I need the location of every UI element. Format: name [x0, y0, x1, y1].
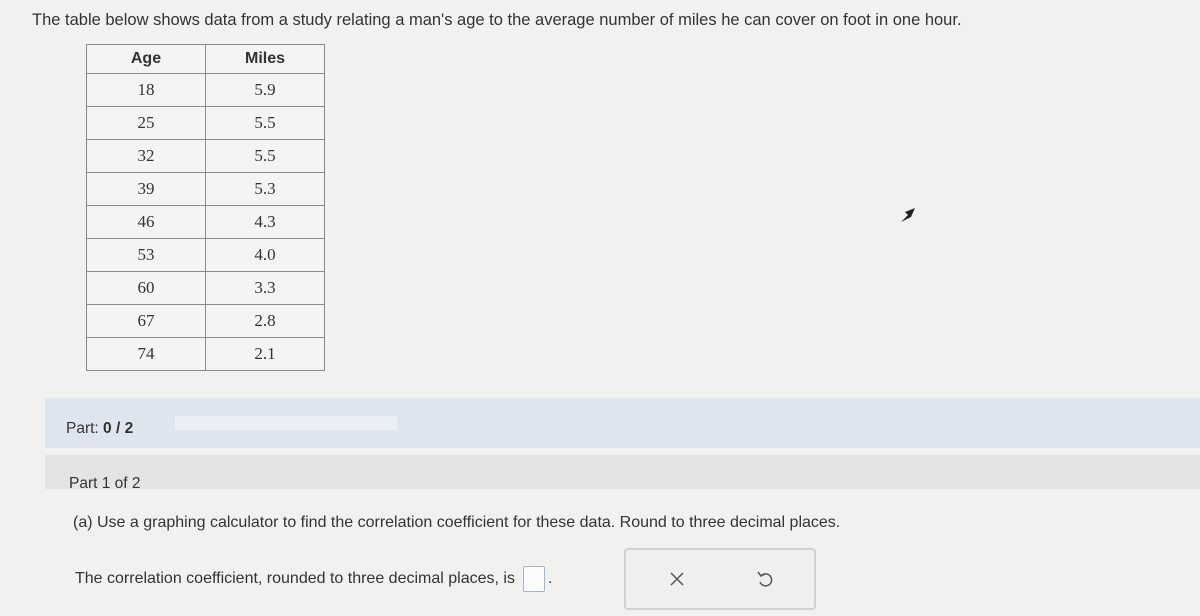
answer-actions	[624, 548, 816, 610]
miles-cell: 4.0	[206, 239, 325, 272]
answer-suffix: .	[547, 570, 553, 587]
miles-cell: 4.3	[206, 206, 325, 239]
table-row	[87, 239, 325, 272]
table-row	[87, 140, 325, 173]
column-header-miles: Miles	[206, 45, 325, 74]
age-cell: 60	[87, 272, 206, 305]
age-cell: 74	[87, 338, 206, 371]
clear-button[interactable]	[662, 564, 692, 594]
progress-track	[175, 416, 397, 430]
miles-cell: 5.3	[206, 173, 325, 206]
miles-cell: 3.3	[206, 272, 325, 305]
column-header-age: Age	[87, 45, 206, 74]
part-progress-value: 0 / 2	[103, 420, 134, 437]
table-row	[87, 173, 325, 206]
age-cell: 39	[87, 173, 206, 206]
problem-intro-text: The table below shows data from a study relating a man's age to the average number of miles he can cover on foot in one hour.	[32, 11, 962, 29]
miles-cell: 5.5	[206, 140, 325, 173]
part-progress-prefix: Part:	[66, 420, 104, 437]
undo-button[interactable]	[750, 564, 780, 594]
close-icon	[669, 571, 685, 587]
data-table	[86, 44, 325, 371]
table-row	[87, 272, 325, 305]
table-row	[87, 338, 325, 371]
undo-icon	[756, 570, 774, 588]
age-cell: 18	[87, 74, 206, 107]
table-header-row	[87, 45, 325, 74]
mouse-pointer-icon	[900, 207, 916, 223]
age-cell: 67	[87, 305, 206, 338]
table-row	[87, 107, 325, 140]
miles-cell: 2.8	[206, 305, 325, 338]
answer-line	[75, 566, 552, 592]
table-row	[87, 74, 325, 107]
part-label: Part 1 of 2	[69, 475, 141, 492]
miles-cell: 5.9	[206, 74, 325, 107]
part-progress-bar	[45, 398, 1200, 448]
answer-input[interactable]	[523, 566, 545, 592]
part-header	[45, 455, 1200, 492]
miles-cell: 5.5	[206, 107, 325, 140]
question-text: (a) Use a graphing calculator to find the correlation coefficient for these data. Round to three decimal places.	[73, 514, 841, 531]
part-progress-label	[66, 420, 133, 438]
age-cell: 53	[87, 239, 206, 272]
age-cell: 32	[87, 140, 206, 173]
miles-cell: 2.1	[206, 338, 325, 371]
age-cell: 46	[87, 206, 206, 239]
age-cell: 25	[87, 107, 206, 140]
table-row	[87, 206, 325, 239]
answer-prompt: The correlation coefficient, rounded to three decimal places, is	[75, 570, 515, 587]
table-row	[87, 305, 325, 338]
